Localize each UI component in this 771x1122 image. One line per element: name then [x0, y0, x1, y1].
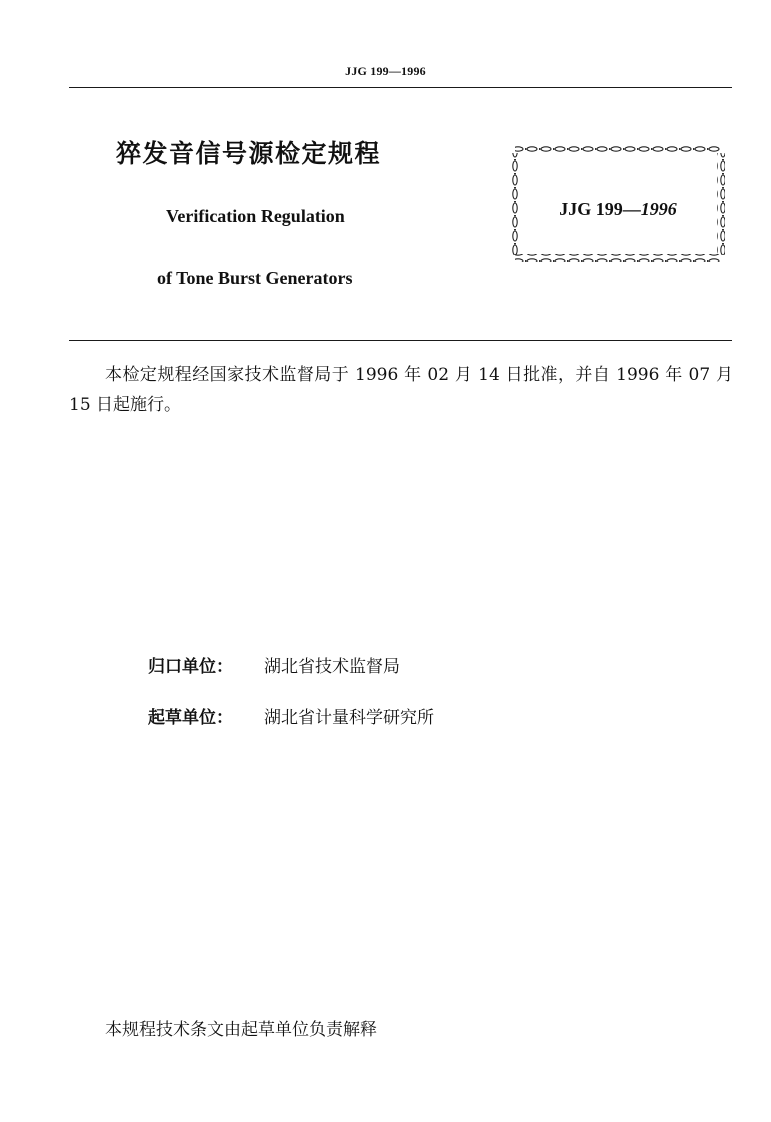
responsible-unit-label: 归口单位：	[148, 657, 233, 677]
responsible-unit-value: 湖北省技术监督局	[264, 657, 400, 677]
interpretation-note: 本规程技术条文由起草单位负责解释	[105, 1020, 377, 1040]
section-rule	[69, 340, 732, 341]
document-title-english-line1: Verification Regulation	[166, 206, 345, 226]
standard-code-box	[511, 145, 725, 263]
drafting-unit-value: 湖北省计量科学研究所	[264, 708, 434, 728]
responsible-unit-row	[148, 652, 400, 677]
drafting-unit-label: 起草单位：	[148, 708, 233, 728]
drafting-unit-row	[148, 703, 434, 728]
code-box-prefix: JJG 199—	[559, 199, 641, 219]
code-box-year: 1996	[640, 199, 677, 219]
document-title-english-line2: of Tone Burst Generators	[157, 268, 353, 288]
header-rule	[69, 87, 732, 88]
header-standard-code: JJG 199—1996	[345, 64, 426, 78]
standard-code-box-text	[511, 199, 725, 220]
document-title-chinese: 猝发音信号源检定规程	[116, 139, 382, 168]
approval-statement: 本检定规程经国家技术监督局于 1996 年 02 月 14 日批准，并自 1996 年 07 月 15 日起施行。	[69, 365, 733, 415]
